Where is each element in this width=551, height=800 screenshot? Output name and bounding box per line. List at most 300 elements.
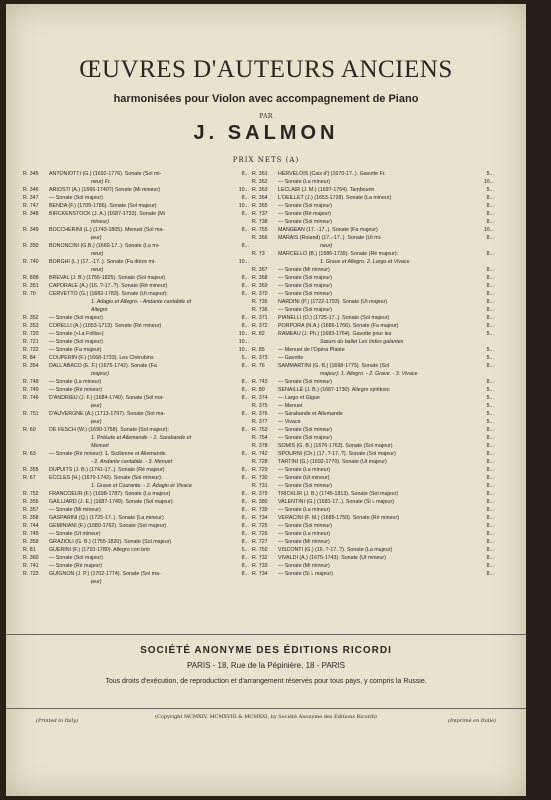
catalog-price — [229, 250, 249, 258]
catalog-entry — [252, 178, 494, 186]
catalog-ref — [23, 370, 49, 378]
catalog-entry — [23, 202, 249, 210]
catalog-text: — Sonate (Sol majeur) — [278, 435, 332, 441]
catalog-entry — [252, 514, 494, 522]
catalog-ref: R. 84 — [23, 355, 36, 361]
catalog-ref: R. 753 — [252, 427, 268, 433]
catalog-entry — [252, 450, 494, 458]
catalog-entry — [252, 258, 494, 266]
catalog-price: 8... — [486, 459, 494, 465]
catalog-ref: R. 82 — [252, 331, 265, 337]
rights-notice: Tous droits d'exécution, de reproduction et d'arrangement réservés pour tous pays, y compris la Russie. — [105, 678, 427, 685]
catalog-ref: R. 364 — [252, 195, 268, 201]
catalog-price — [229, 218, 249, 226]
catalog-ref: R. 751 — [23, 411, 39, 417]
catalog-ref — [23, 442, 49, 450]
catalog-text: — Sonate (Mi mineur) — [278, 563, 330, 569]
catalog-price — [474, 242, 494, 250]
catalog-entry — [23, 250, 249, 258]
catalog-ref: R. 80 — [252, 387, 265, 393]
catalog-ref: R. 722 — [23, 347, 39, 353]
catalog-entry — [23, 498, 249, 506]
catalog-text: TARTINI (G.) (1692-1770). Sonate (Ut majeur) — [278, 459, 387, 465]
catalog-text: ARIOSTI (A.) (1666-1740?) Sonate (Mi mineur) — [49, 187, 160, 193]
catalog-ref: R. 374 — [252, 395, 268, 401]
catalog-text: — Sonate (Sol majeur) — [49, 315, 103, 321]
catalog-ref — [23, 218, 49, 226]
catalog-text: L'OEILLET (J.) (1653-1728). Sonate (La mineur) — [278, 195, 392, 201]
catalog-text: MANGEAN (17..-17..). Sonate (Fa majeur) — [278, 227, 378, 233]
catalog-price: 8... — [486, 515, 494, 521]
catalog-text: - 2. Andante cantabile. - 3. Menuet — [91, 459, 173, 465]
catalog-price: 8... — [241, 475, 249, 481]
catalog-entry — [23, 530, 249, 538]
catalog-price: 8... — [241, 571, 249, 577]
catalog-ref: R. 372 — [252, 323, 268, 329]
catalog-ref: R. 377 — [252, 419, 268, 425]
catalog-ref: R. 752 — [23, 491, 39, 497]
catalog-ref: R. 808 — [23, 275, 39, 281]
catalog-text: — Sonate (Sol majeur) — [278, 275, 332, 281]
catalog-entry — [252, 362, 494, 370]
catalog-ref: R. 85 — [252, 347, 265, 353]
catalog-price: 8... — [486, 523, 494, 529]
catalog-text: — Sonate (Ut mineur) — [49, 531, 101, 537]
catalog-text: GUIGNON (J. P.) (1702-1774). Sonate (Sol ma- — [49, 571, 161, 577]
catalog-entry — [252, 234, 494, 242]
catalog-text: — Sonate (Sol majeur) — [278, 203, 332, 209]
catalog-entry — [23, 322, 249, 330]
catalog-entry — [252, 474, 494, 482]
catalog-price: 8... — [241, 451, 249, 457]
catalog-ref: R. 358 — [23, 515, 39, 521]
catalog-entry — [252, 386, 494, 394]
catalog-left-column — [23, 170, 249, 586]
catalog-text: — Sonate (Mi mineur) — [278, 267, 330, 273]
catalog-entry — [23, 386, 249, 394]
catalog-text: CORELLI (A.) (1653-1713). Sonate (Ré mineur) — [49, 323, 162, 329]
catalog-ref: R. 376 — [252, 411, 268, 417]
catalog-text: majeur): 1. Allegro. - 2. Grave. - 3. Vivace — [320, 371, 418, 377]
catalog-entry — [23, 362, 249, 370]
page-subtitle: harmonisées pour Violon avec accompagnement de Piano — [113, 93, 419, 105]
catalog-entry — [23, 466, 249, 474]
catalog-entry — [23, 522, 249, 530]
footer-divider-2 — [6, 708, 526, 709]
catalog-entry — [252, 402, 494, 410]
catalog-ref — [23, 482, 49, 490]
catalog-price: 10... — [483, 179, 494, 185]
catalog-entry — [252, 370, 494, 378]
catalog-price: 8... — [486, 299, 494, 305]
catalog-price: 8... — [241, 507, 249, 513]
catalog-ref: R. 349 — [23, 227, 39, 233]
catalog-entry — [252, 570, 494, 578]
catalog-price — [474, 258, 494, 266]
catalog-ref: R. 720 — [23, 331, 39, 337]
catalog-price: 5... — [486, 387, 494, 393]
catalog-price: 8... — [486, 539, 494, 545]
copyright-notice: (Copyright MCMXIV, MCMXVIII & MCMXXI, by Société Anonyme des Éditions Ricordi) — [155, 714, 377, 720]
catalog-price: 8... — [241, 315, 249, 321]
catalog-text: neur) — [320, 243, 333, 249]
catalog-text: — Vivace — [278, 419, 301, 425]
catalog-price: 5... — [486, 403, 494, 409]
catalog-entry — [252, 426, 494, 434]
catalog-entry — [252, 274, 494, 282]
catalog-text: 1. Grave et Courante. - 2. Adagio et Vivace — [91, 483, 192, 489]
catalog-text: 1. Adagio et Allegro. - Andante cantabile et — [91, 299, 192, 305]
catalog-entry — [252, 338, 494, 346]
catalog-ref: R. 726 — [252, 531, 268, 537]
catalog-entry — [252, 442, 494, 450]
catalog-text: — Sonate (Ut mineur) — [278, 475, 330, 481]
score-cover-page — [6, 4, 526, 796]
printed-in-right: (Imprimé en Italie) — [448, 718, 496, 724]
catalog-entry — [23, 482, 249, 490]
catalog-entry — [252, 298, 494, 306]
catalog-ref — [23, 178, 49, 186]
catalog-price: 8... — [486, 427, 494, 433]
catalog-text: ANTONIOTTI (G.) (1692-1776). Sonate (Sol mi- — [49, 171, 162, 177]
catalog-price: 5... — [486, 171, 494, 177]
catalog-entry — [23, 506, 249, 514]
catalog-price: 5... — [241, 355, 249, 361]
catalog-text: PORPORA (N.A.) (1686-1766). Sonate (Fa majeur) — [278, 323, 399, 329]
catalog-entry — [23, 514, 249, 522]
catalog-ref: R. 755 — [252, 227, 268, 233]
catalog-text: SAMMARTINI (G. B.) (1698-1775). Sonate (Sol — [278, 363, 390, 369]
catalog-text: VISCONTI (G.) (16..?-17..?). Sonate (La majeur) — [278, 547, 393, 553]
catalog-text: jeur) — [91, 419, 102, 425]
catalog-ref: R. 368 — [252, 275, 268, 281]
catalog-text: BOCCHERINI (L.) (1743-1805). Menuet (Sol ma- — [49, 227, 165, 233]
catalog-entry — [23, 258, 249, 266]
catalog-price: 8... — [486, 219, 494, 225]
page-title: ŒUVRES D'AUTEURS ANCIENS — [79, 56, 453, 83]
catalog-ref: R. 733 — [252, 563, 268, 569]
catalog-text: VALENTINI (G.) (1681-17..). Sonate (Si ♭ majeur) — [278, 499, 395, 505]
catalog-text: D'ANDRIEU (J. F.) (1684-1740). Sonate (Sol ma- — [49, 395, 164, 401]
catalog-price: 10... — [483, 227, 494, 233]
catalog-ref: R. 742 — [252, 451, 268, 457]
catalog-ref: R. 729 — [252, 467, 268, 473]
catalog-entry — [23, 330, 249, 338]
catalog-price — [229, 402, 249, 410]
catalog-text: — Menuet — [278, 403, 303, 409]
catalog-ref: R. 60 — [23, 427, 36, 433]
catalog-price: 8... — [486, 491, 494, 497]
catalog-entry — [252, 522, 494, 530]
catalog-text: — Sonate (Sol majeur) — [49, 555, 103, 561]
catalog-price: 8... — [241, 387, 249, 393]
catalog-entry — [252, 554, 494, 562]
catalog-ref: R. 73 — [252, 251, 265, 257]
catalog-text: — Sonate (Ré majeur) — [278, 211, 331, 217]
catalog-price — [229, 458, 249, 466]
catalog-price: 8... — [486, 571, 494, 577]
catalog-price: 8... — [486, 315, 494, 321]
catalog-text: BREVAL (J. B.) (1756-1825). Sonate (Sol majeur) — [49, 275, 166, 281]
catalog-entry — [252, 242, 494, 250]
catalog-price: 8... — [486, 267, 494, 273]
catalog-entry — [23, 194, 249, 202]
catalog-entry — [252, 482, 494, 490]
catalog-price: 8... — [486, 563, 494, 569]
catalog-text: BENDA (F.) (1709-1786). Sonate (Sol majeur) — [49, 203, 157, 209]
catalog-ref: R. 363 — [252, 187, 268, 193]
catalog-price: 8... — [241, 523, 249, 529]
catalog-price: 8... — [241, 499, 249, 505]
catalog-price — [474, 338, 494, 346]
catalog-ref: R. 738 — [252, 219, 268, 225]
catalog-entry — [23, 490, 249, 498]
catalog-ref: R. 380 — [252, 499, 268, 505]
catalog-text: D'AUVERGNE (A.) (1713-1797). Sonate (Sol ma- — [49, 411, 166, 417]
catalog-price: 8... — [486, 251, 494, 257]
catalog-ref: R. 732 — [252, 555, 268, 561]
catalog-entry — [23, 298, 249, 306]
catalog-price: 8... — [241, 427, 249, 433]
catalog-ref: R. 736 — [252, 307, 268, 313]
catalog-text: Menuet — [91, 443, 109, 449]
catalog-text: LECLAIR (J. M.) (1697-1764). Tambourin — [278, 187, 375, 193]
catalog-text: — Sonate (Sol majeur) — [49, 195, 103, 201]
catalog-price: 8... — [241, 467, 249, 473]
catalog-text: DALL'ABACO (E. F.) (1675-1742). Sonate (Fa — [49, 363, 157, 369]
catalog-entry — [23, 234, 249, 242]
catalog-ref: R. 723 — [23, 571, 39, 577]
catalog-price — [229, 178, 249, 186]
catalog-price: 10... — [238, 203, 249, 209]
catalog-entry — [23, 402, 249, 410]
catalog-ref: R. 741 — [23, 563, 39, 569]
catalog-entry — [252, 306, 494, 314]
catalog-text: Allegro — [91, 307, 108, 313]
catalog-ref: R. 63 — [23, 451, 36, 457]
catalog-text: SOMIS (G. B.) (1676-1763). Sonate (Sol majeur) — [278, 443, 393, 449]
catalog-price: 8... — [241, 515, 249, 521]
catalog-price: 8... — [241, 227, 249, 233]
catalog-entry — [252, 562, 494, 570]
catalog-ref: R. 355 — [23, 467, 39, 473]
catalog-text: — Sonate (Sol majeur) — [278, 283, 332, 289]
catalog-ref — [23, 234, 49, 242]
catalog-ref: R. 369 — [252, 283, 268, 289]
catalog-entry — [23, 442, 249, 450]
catalog-text: — Sonate (La mineur) — [278, 531, 331, 537]
catalog-text: CAPORALE (A.) (16..?-17..?). Sonate (Ré mineur) — [49, 283, 168, 289]
catalog-text: — Sonate (Ré mineur): 1. Sicilienne et Allemande. — [49, 451, 168, 457]
catalog-text: jeur) — [91, 403, 102, 409]
catalog-entry — [252, 346, 494, 354]
catalog-entry — [23, 426, 249, 434]
catalog-text: — Sonate (La mineur) — [278, 467, 331, 473]
catalog-ref: R. 744 — [23, 523, 39, 529]
catalog-entry — [252, 314, 494, 322]
catalog-text: BONONCINI (G.B.) (1660-17..). Sonate (La mi- — [49, 243, 160, 249]
footer-divider — [6, 634, 526, 635]
catalog-ref — [23, 402, 49, 410]
catalog-price — [229, 434, 249, 442]
catalog-entry — [252, 506, 494, 514]
catalog-ref: R. 367 — [252, 267, 268, 273]
catalog-text: — Sonate (Ré majeur) — [49, 563, 102, 569]
catalog-price: 8... — [241, 211, 249, 217]
catalog-entry — [23, 338, 249, 346]
catalog-ref: R. 721 — [23, 339, 39, 345]
catalog-ref: R. 356 — [23, 499, 39, 505]
catalog-price: 8... — [486, 555, 494, 561]
catalog-text: PIANELLI (O.) (1725-17..). Sonate (Sol majeur) — [278, 315, 390, 321]
catalog-entry — [23, 226, 249, 234]
catalog-text: MARAIS (Roland) (17..-17..). Sonate (Ut mi- — [278, 235, 382, 241]
catalog-entry — [23, 210, 249, 218]
catalog-ref: R. 728 — [252, 459, 268, 465]
catalog-entry — [252, 250, 494, 258]
catalog-entry — [252, 210, 494, 218]
catalog-price: 8... — [241, 395, 249, 401]
catalog-text: neur) — [91, 251, 104, 257]
catalog-text: HERVELOIS (Caix d') (1670-17..). Gavotte Fr. — [278, 171, 386, 177]
catalog-ref: R. 365 — [252, 203, 268, 209]
catalog-price — [229, 266, 249, 274]
catalog-text: GASPARINI (Q.) (1725-17..). Sonate (La mineur) — [49, 515, 164, 521]
catalog-ref: R. 731 — [252, 483, 268, 489]
catalog-price: 8... — [486, 531, 494, 537]
catalog-text: — Sonate (Sol mineur) — [278, 483, 332, 489]
catalog-price: 8... — [241, 555, 249, 561]
catalog-price: 8... — [486, 435, 494, 441]
catalog-entry — [23, 458, 249, 466]
catalog-text: — Sonate (Sol majeur) — [278, 307, 332, 313]
catalog-text: SENAILLÉ (J. B.) (1687-1730). Allegro spiritoso — [278, 387, 390, 393]
catalog-price: 8... — [486, 451, 494, 457]
catalog-price: 8... — [486, 195, 494, 201]
catalog-price — [229, 298, 249, 306]
catalog-ref: R. 354 — [23, 363, 39, 369]
catalog-entry — [23, 378, 249, 386]
catalog-price: 8... — [486, 547, 494, 553]
catalog-ref: R. 375 — [252, 403, 268, 409]
catalog-ref: R. 348 — [23, 211, 39, 217]
catalog-text: SPOURNI (Ch.) (17..?-17..?). Sonate (Sol majeur) — [278, 451, 396, 457]
catalog-price — [229, 234, 249, 242]
catalog-ref: R. 76 — [252, 363, 265, 369]
catalog-text: — Menuet de l'Opéra Platée — [278, 347, 345, 353]
catalog-text: — Sonate (Sol mineur) — [278, 427, 332, 433]
par-label: PAR — [259, 113, 273, 120]
catalog-ref: R. 745 — [23, 531, 39, 537]
catalog-ref: R. 67 — [23, 475, 36, 481]
catalog-ref: R. 352 — [23, 315, 39, 321]
catalog-ref — [23, 266, 49, 274]
catalog-price: 10... — [238, 339, 249, 345]
catalog-price: 8... — [486, 323, 494, 329]
catalog-ref: R. 353 — [23, 323, 39, 329]
catalog-text: — Sonate (Sol mineur) — [278, 523, 332, 529]
catalog-price: 8... — [241, 539, 249, 545]
catalog-entry — [23, 346, 249, 354]
catalog-ref: R. 747 — [23, 203, 39, 209]
catalog-text: GAILLIARD (J. E.) (1687-1749). Sonate (Sol majeur) — [49, 499, 173, 505]
catalog-price: 8... — [486, 283, 494, 289]
catalog-text: GUERINI (F.) (1710-1780). Allegro con brio — [49, 547, 150, 553]
catalog-price: 5... — [486, 355, 494, 361]
catalog-text: jeur) — [91, 579, 102, 585]
catalog-price: 8... — [486, 211, 494, 217]
catalog-entry — [252, 330, 494, 338]
catalog-price: 8... — [241, 243, 249, 249]
catalog-ref — [23, 434, 49, 442]
catalog-text: Sœurs du ballet Les Indes galantes — [320, 339, 404, 345]
catalog-ref: R. 727 — [252, 539, 268, 545]
catalog-ref: R. 351 — [23, 283, 39, 289]
catalog-entry — [252, 434, 494, 442]
catalog-entry — [252, 490, 494, 498]
catalog-entry — [252, 530, 494, 538]
catalog-entry — [23, 306, 249, 314]
catalog-text: MARCELLO (B.) (1686-1739). Sonate (Ré majeur): — [278, 251, 399, 257]
catalog-price — [229, 418, 249, 426]
catalog-price — [229, 578, 249, 586]
catalog-text: — Gavotte — [278, 355, 304, 361]
catalog-text: — Sonate (La mineur) — [278, 507, 331, 513]
catalog-entry — [23, 450, 249, 458]
catalog-ref: R. 740 — [23, 259, 39, 265]
catalog-text: 1. Grave et Allegro. 2. Largo et Vivace — [320, 259, 410, 265]
catalog-entry — [23, 370, 249, 378]
catalog-text: RAMEAU (J. Ph.) (1683-1764). Gavotte pour les — [278, 331, 392, 337]
catalog-ref: R. 361 — [252, 171, 268, 177]
catalog-price — [474, 370, 494, 378]
catalog-entry — [252, 458, 494, 466]
catalog-text: ECCLES (H.) (1670-1742). Sonate (Sol mineur): — [49, 475, 163, 481]
catalog-text: — Sonate (Sol majeur) — [49, 339, 103, 345]
catalog-right-column — [252, 170, 494, 578]
catalog-entry — [252, 546, 494, 554]
catalog-ref: R. 81 — [23, 547, 36, 553]
catalog-text: VIVALDI (A.) (1675-1743). Sonate (Ut mineur) — [278, 555, 386, 561]
catalog-ref — [23, 418, 49, 426]
catalog-entry — [252, 170, 494, 178]
catalog-text: — Sonate (Mi mineur) — [49, 507, 101, 513]
catalog-text: CERVETTO (G.) (1682-1783). Sonate (Ut majeur): — [49, 291, 168, 297]
catalog-ref: R. 730 — [252, 475, 268, 481]
catalog-price: 8... — [241, 491, 249, 497]
catalog-entry — [23, 218, 249, 226]
catalog-entry — [252, 322, 494, 330]
catalog-price: 5... — [486, 187, 494, 193]
catalog-entry — [23, 266, 249, 274]
catalog-ref: R. 378 — [252, 443, 268, 449]
catalog-entry — [23, 178, 249, 186]
catalog-text: FRANCOEUR (F.) (1698-1787). Sonate (La majeur) — [49, 491, 171, 497]
catalog-price — [229, 306, 249, 314]
catalog-text: 1. Prélude et Allemande. - 2. Sarabande et — [91, 435, 192, 441]
catalog-entry — [23, 290, 249, 298]
catalog-ref: R. 754 — [252, 435, 268, 441]
catalog-price: 5... — [486, 331, 494, 337]
catalog-text: — Sonate (Si ♭ majeur) — [278, 571, 333, 577]
catalog-entry — [23, 538, 249, 546]
catalog-entry — [23, 578, 249, 586]
catalog-text: VERACINI (F. M.) (1685-1750). Sonate (Ré mineur) — [278, 515, 399, 521]
catalog-ref: R. 749 — [23, 387, 39, 393]
catalog-ref: R. 350 — [23, 243, 39, 249]
catalog-ref — [23, 578, 49, 586]
catalog-ref: R. 750 — [252, 547, 268, 553]
